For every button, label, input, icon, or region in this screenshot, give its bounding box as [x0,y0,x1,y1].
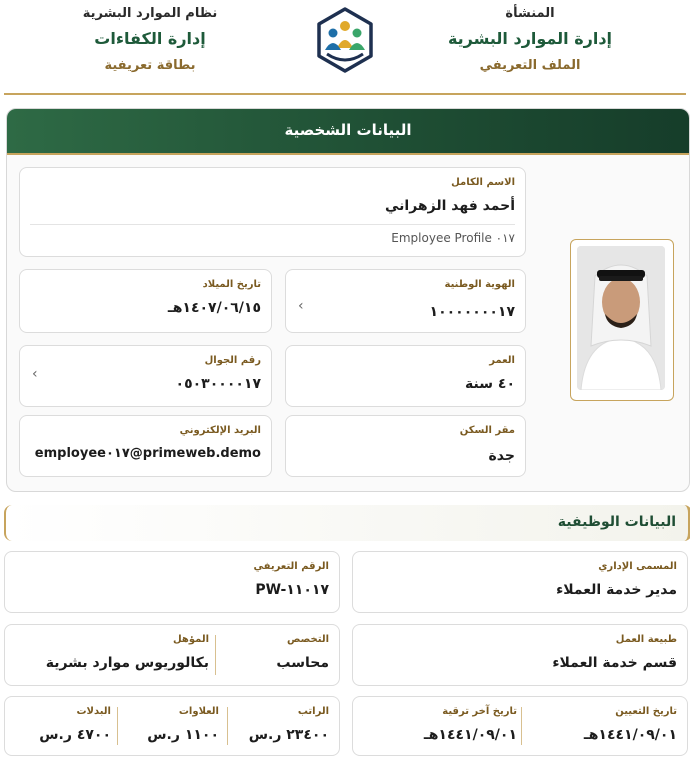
full-name-field [19,167,526,257]
email-field [19,415,272,477]
qualification-label: المؤهل [172,634,209,645]
work-nature-label: طبيعة العمل [615,634,677,645]
position-label: المسمى الإداري [598,561,677,572]
employee-photo-frame [570,239,674,401]
last-promotion-value: ١٤٤١/٠٩/٠١هـ [423,727,517,743]
mobile-label: رقم الجوال [204,355,261,366]
hire-date-label: تاريخ التعيين [615,706,677,717]
salary-label: الراتب [297,706,329,717]
header-org-name: إدارة الموارد البشرية [447,29,613,48]
chevron-left-icon[interactable]: › [298,298,304,314]
age-field [285,345,526,407]
specialty-label: التخصص [287,634,329,645]
personal-data-title: البيانات الشخصية [7,109,689,155]
last-promotion-label: تاريخ آخر ترقية [442,706,517,717]
age-label: العمر [489,355,515,366]
chevron-left-icon[interactable]: › [32,366,38,382]
age-value: ٤٠ سنة [465,376,515,392]
allowances-label: البدلات [76,706,111,717]
header-organization [420,0,640,73]
residence-value: جدة [488,448,515,464]
personal-data-card [6,108,690,492]
reference-label: الرقم التعريفي [253,561,329,572]
full-name-value: أحمد فهد الزهراني [384,198,515,214]
specialty-qualification-field [4,624,340,686]
dates-field [352,696,688,756]
profile-id: Employee Profile ٠١٧ [391,231,515,245]
national-id-field [285,269,526,333]
residence-label: مقر السكن [459,425,515,436]
specialty-value: محاسب [276,655,329,671]
mobile-value: ٠٥٠٣٠٠٠٠١٧ [175,376,261,392]
birth-date-field [19,269,272,333]
email-value: employee٠١٧@primeweb.demo [34,446,261,461]
header-system-label: نظام الموارد البشرية [82,6,218,21]
header-system-sub: بطاقة تعريفية [104,58,196,73]
reference-value: PW-١١٠١٧ [255,582,329,598]
national-id-value: ١٠٠٠٠٠٠٠١٧ [429,304,515,320]
bonuses-label: العلاوات [178,706,219,717]
people-network-logo [313,6,377,74]
reference-field [4,551,340,613]
residence-field [285,415,526,477]
birth-date-label: تاريخ الميلاد [202,279,261,290]
job-data-title: البيانات الوظيفية [557,514,676,530]
compensation-field [4,696,340,756]
hire-date-value: ١٤٤١/٠٩/٠١هـ [583,727,677,743]
header-org-sub: الملف التعريفي [479,58,581,73]
job-data-section-header [4,505,690,541]
full-name-label: الاسم الكامل [451,177,515,188]
position-field [352,551,688,613]
allowances-value: ٤٧٠٠ ر.س [39,727,111,743]
header-system [40,0,260,73]
bonuses-value: ١١٠٠ ر.س [147,727,219,743]
position-value: مدير خدمة العملاء [556,582,677,598]
header-divider [4,93,686,95]
mobile-field [19,345,272,407]
salary-value: ٢٣٤٠٠ ر.س [248,727,329,743]
employee-photo [577,246,665,390]
qualification-value: بكالوريوس موارد بشرية [45,655,209,671]
header-org-label: المنشأة [505,6,555,21]
header-system-name: إدارة الكفاءات [94,29,206,48]
national-id-label: الهوية الوطنية [444,279,515,290]
work-nature-field [352,624,688,686]
email-label: البريد الإلكتروني [179,425,261,436]
work-nature-value: قسم خدمة العملاء [552,655,677,671]
birth-date-value: ١٤٠٧/٠٦/١٥هـ [167,300,261,316]
